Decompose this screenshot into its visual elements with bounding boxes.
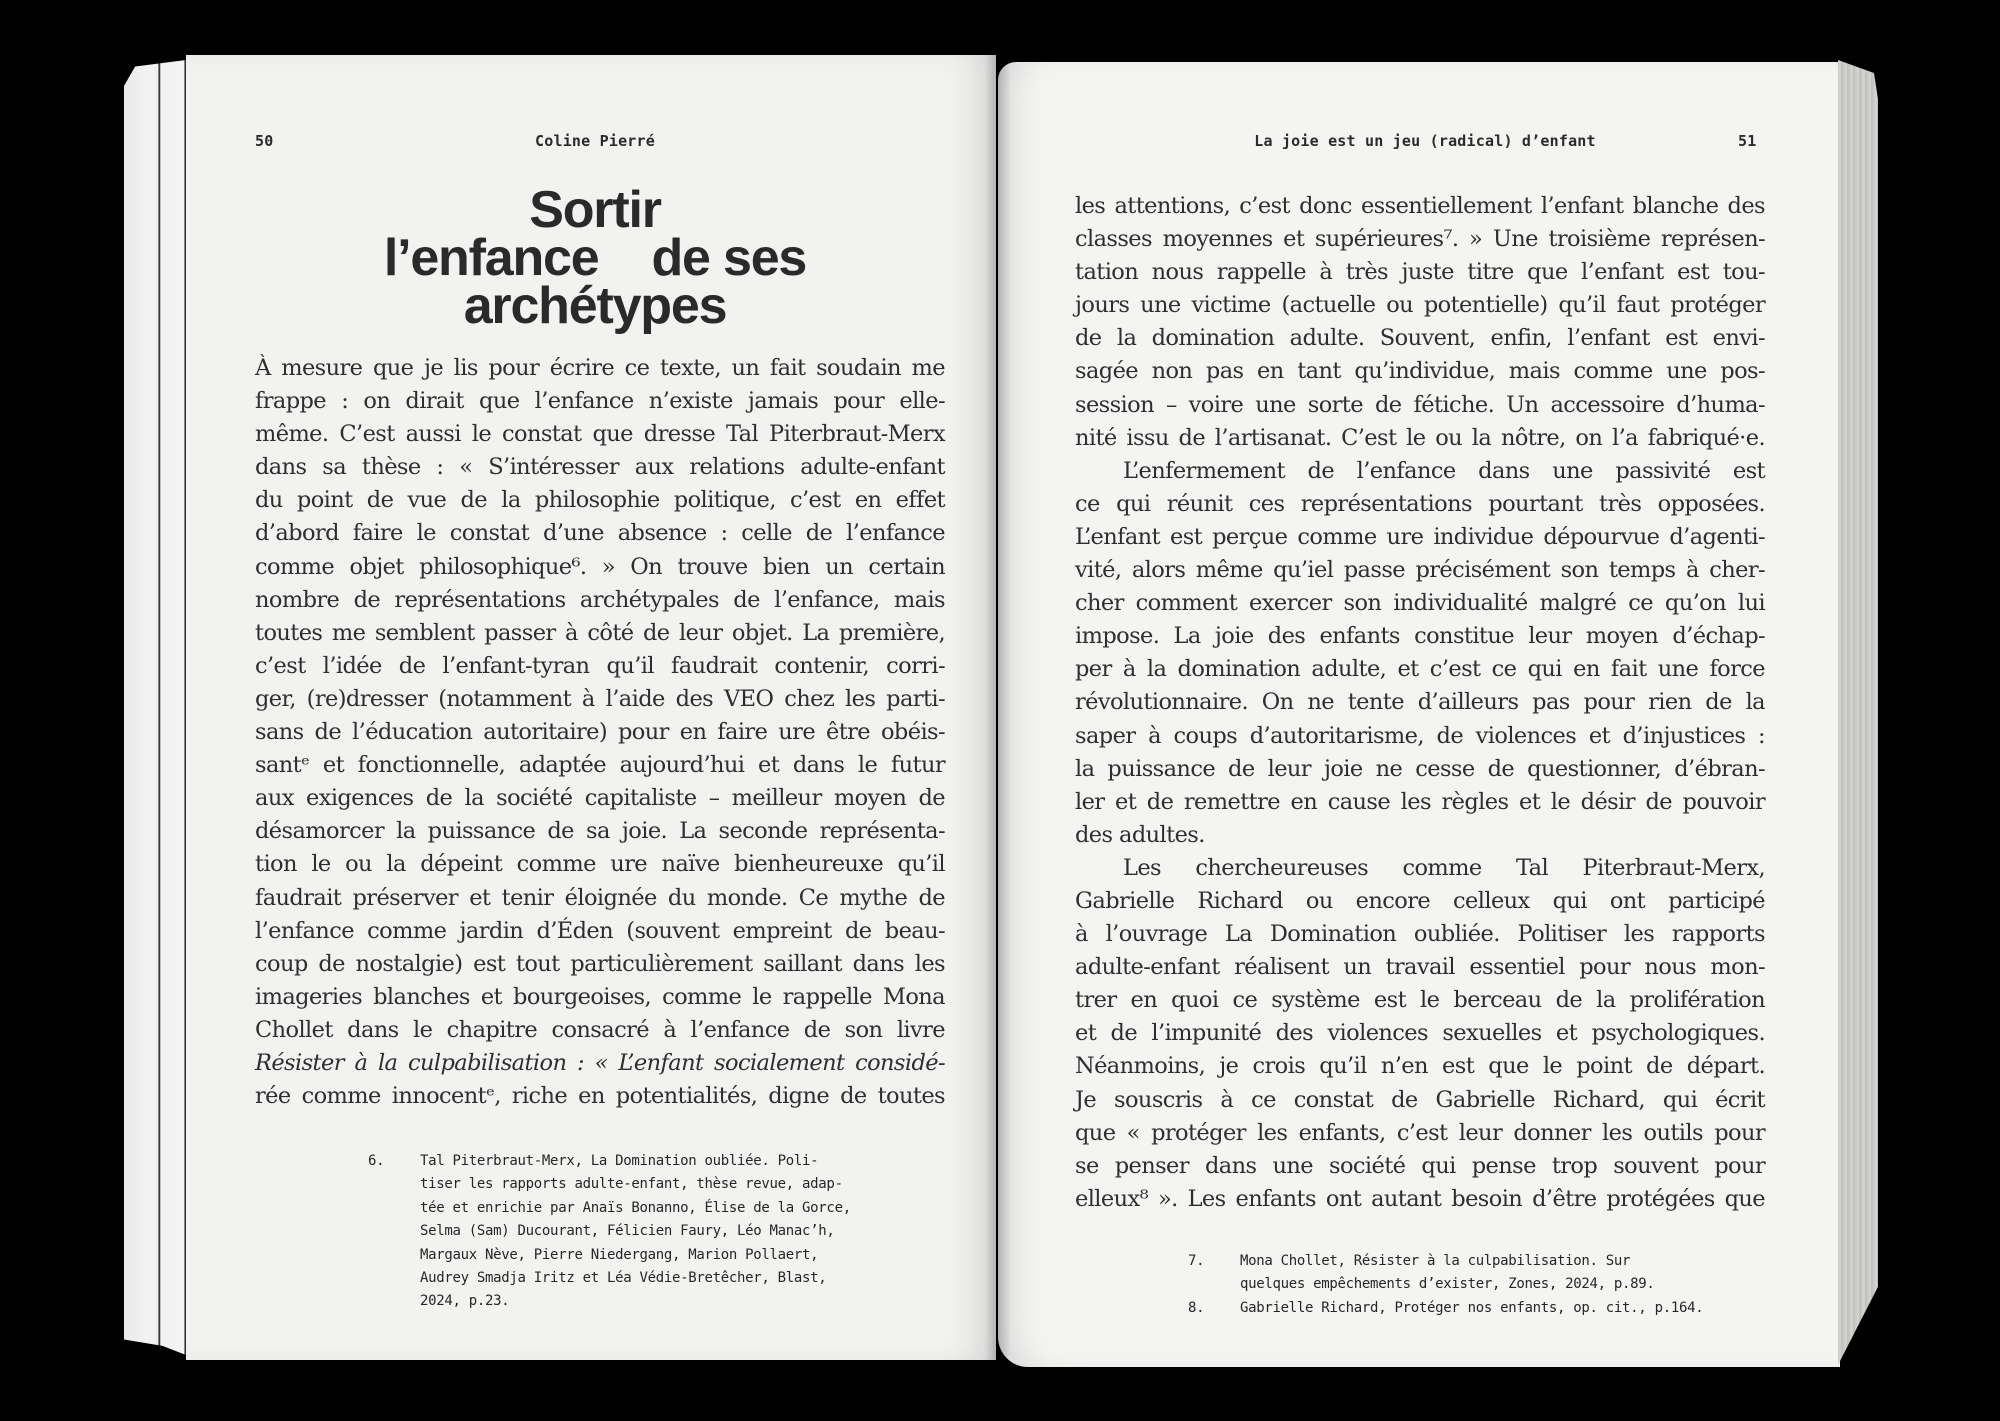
- text-line: jours une victime (actuelle ou potentielle) qu’il faut protéger: [1075, 292, 1765, 319]
- title-line: Sortir: [529, 181, 661, 239]
- text-line: classes moyennes et supérieures⁷. » Une troisième représen-: [1075, 226, 1765, 253]
- text-line: frappe : on dirait que l’enfance n’existe jamais pour elle-: [255, 388, 945, 415]
- footnote-line: Audrey Smadja Iritz et Léa Védie-Bretêcher, Blast,: [420, 1270, 827, 1287]
- text-line: L’enfant est perçue comme ure individue dépourvue d’agenti-: [1075, 523, 1765, 550]
- right-body-text: [1075, 190, 1765, 1216]
- text-line: d’abord faire le constat d’une absence : celle de l’enfance: [255, 520, 945, 547]
- text-line: toutes me semblent passer à côté de leur objet. La première,: [255, 619, 945, 646]
- text-line: c’est l’idée de l’enfant-tyran qu’il faudrait contenir, corri-: [255, 652, 945, 679]
- text-line: À mesure que je lis pour écrire ce texte, un fait soudain me: [255, 355, 945, 381]
- text-line: les attentions, c’est donc essentiellement l’enfant blanche des: [1075, 193, 1765, 219]
- left-page-number: 50: [255, 132, 274, 150]
- text-line: vité, alors même qu’iel passe précisément son temps à cher-: [1075, 557, 1765, 584]
- footnote-line: 2024, p.23.: [420, 1293, 510, 1310]
- footnote-line: quelques empêchements d’exister, Zones, 2024, p.89.: [1240, 1276, 1655, 1293]
- text-line: impose. La joie des enfants constitue leur moyen d’échap-: [1075, 623, 1765, 650]
- footnote: [1188, 1250, 1778, 1297]
- text-line: comme objet philosophique⁶. » On trouve bien un certain: [255, 553, 945, 580]
- text-line: la puissance de leur joie ne cesse de questionner, d’ébran-: [1075, 755, 1765, 782]
- text-line: Résister à la culpabilisation : « L’enfant socialement considé-: [255, 1049, 945, 1076]
- footnote-line: Margaux Nève, Pierre Niedergang, Marion Pollaert,: [420, 1246, 819, 1263]
- left-page-edges: [124, 60, 186, 1355]
- right-footnotes: [1188, 1250, 1778, 1320]
- chapter-title: [330, 181, 860, 335]
- text-line: santᵉ et fonctionnelle, adaptée aujourd’hui et dans le futur: [255, 752, 945, 779]
- text-line: adulte-enfant réalisent un travail essentiel pour nous mon-: [1075, 954, 1765, 981]
- text-line: coup de nostalgie) est tout particulièrement saillant dans les: [255, 950, 945, 977]
- text-line: tion le ou la dépeint comme ure naïve bienheureuxe qu’il: [255, 851, 945, 878]
- text-line: à l’ouvrage La Domination oubliée. Politiser les rapports: [1075, 921, 1765, 948]
- text-line: imageries blanches et bourgeoises, comme le rappelle Mona: [255, 983, 945, 1010]
- text-line: Les chercheureuses comme Tal Piterbraut-Merx,: [1123, 854, 1765, 881]
- text-line: ce qui réunit ces représentations pourtant très opposées.: [1075, 490, 1765, 517]
- text-line: du point de vue de la philosophie politique, c’est en effet: [255, 487, 945, 514]
- left-footnotes: [368, 1150, 958, 1314]
- footnote-line: Tal Piterbraut-Merx, La Domination oubliée. Poli-: [420, 1153, 819, 1169]
- footnote-number: 7.: [1188, 1253, 1205, 1269]
- book-gutter: [985, 55, 1011, 1365]
- text-line: que « protéger les enfants, c’est leur donner les outils pour: [1075, 1119, 1765, 1146]
- text-line: dans sa thèse : « S’intéresser aux relations adulte-enfant: [255, 454, 945, 481]
- text-line: tation nous rappelle à très juste titre que l’enfant est tou-: [1075, 259, 1765, 286]
- text-line: des adultes.: [1075, 821, 1205, 848]
- text-line: ler et de remettre en cause les règles et le désir de pouvoir: [1075, 788, 1765, 815]
- text-line: ger, (re)dresser (notamment à l’aide des VEO chez les parti-: [255, 685, 945, 712]
- right-page-number: 51: [1738, 132, 1757, 150]
- footnote-line: Selma (Sam) Ducourant, Félicien Faury, Léo Manac’h,: [420, 1223, 835, 1240]
- right-page-edges: [1838, 60, 1878, 1365]
- footnote: [1188, 1297, 1778, 1320]
- text-line: session – voire une sorte de fétiche. Un accessoire d’huma-: [1075, 391, 1765, 418]
- left-body-text: [255, 352, 945, 1113]
- title-line: archétypes: [463, 277, 727, 335]
- text-line: de la domination adulte. Souvent, enfin, l’enfant est envi-: [1075, 325, 1765, 352]
- text-line: nité issu de l’artisanat. C’est le ou la nôtre, on l’a fabriqué·e.: [1075, 424, 1765, 451]
- text-line: désamorcer la puissance de sa joie. La seconde représenta-: [255, 818, 945, 845]
- right-running-head: La joie est un jeu (radical) d’enfant: [1254, 132, 1596, 150]
- footnote-line: tée et enrichie par Anaïs Bonanno, Élise de la Gorce,: [420, 1199, 851, 1216]
- text-line: trer en quoi ce système est le berceau de la prolifération: [1075, 987, 1765, 1014]
- text-line: sans de l’éducation autoritaire) pour en faire ure être obéis-: [255, 719, 945, 746]
- text-line: révolutionnaire. On ne tente d’ailleurs pas pour rien de la: [1075, 689, 1765, 716]
- footnote-number: 8.: [1188, 1299, 1205, 1316]
- footnote-line: tiser les rapports adulte-enfant, thèse revue, adap-: [420, 1176, 843, 1193]
- text-line: elleux⁸ ». Les enfants ont autant besoin d’être protégées que: [1075, 1185, 1765, 1212]
- left-running-head: Coline Pierré: [535, 132, 655, 150]
- text-line: Je souscris à ce constat de Gabrielle Richard, qui écrit: [1075, 1086, 1765, 1113]
- text-line: saper à coups d’autoritarisme, de violences et d’injustices :: [1075, 722, 1765, 749]
- text-line: Néanmoins, je crois qu’il n’en est que le point de départ.: [1075, 1053, 1765, 1080]
- footnote-line: Gabrielle Richard, Protéger nos enfants, op. cit., p.164.: [1240, 1299, 1704, 1316]
- text-line: l’enfance comme jardin d’Éden (souvent empreint de beau-: [255, 917, 945, 944]
- text-line: aux exigences de la société capitaliste – meilleur moyen de: [255, 785, 945, 812]
- text-line: nombre de représentations archétypales de l’enfance, mais: [255, 586, 945, 613]
- text-line: faudrait préserver et tenir éloignée du monde. Ce mythe de: [255, 884, 945, 911]
- text-line: sagée non pas en tant qu’individue, mais comme une pos-: [1075, 358, 1765, 385]
- text-line: et de l’impunité des violences sexuelles et psychologiques.: [1075, 1020, 1765, 1047]
- title-line: l’enfance de ses: [383, 229, 807, 287]
- footnote-line: Mona Chollet, Résister à la culpabilisation. Sur: [1240, 1253, 1631, 1269]
- text-line: Gabrielle Richard ou encore celleux qui ont participé: [1075, 887, 1765, 914]
- footnote: [368, 1150, 958, 1314]
- text-line: L’enfermement de l’enfance dans une passivité est: [1123, 457, 1765, 484]
- text-line: même. C’est aussi le constat que dresse Tal Piterbraut-Merx: [255, 421, 945, 448]
- text-line: cher comment exercer son individualité malgré ce qu’on lui: [1075, 590, 1765, 617]
- text-line: se penser dans une société qui pense trop souvent pour: [1075, 1152, 1765, 1179]
- text-line: per à la domination adulte, et c’est ce qui en fait une force: [1075, 656, 1765, 683]
- text-line: Chollet dans le chapitre consacré à l’enfance de son livre: [255, 1016, 945, 1043]
- text-line: rée comme innocentᵉ, riche en potentialités, digne de toutes: [255, 1083, 945, 1110]
- footnote-number: 6.: [368, 1153, 385, 1169]
